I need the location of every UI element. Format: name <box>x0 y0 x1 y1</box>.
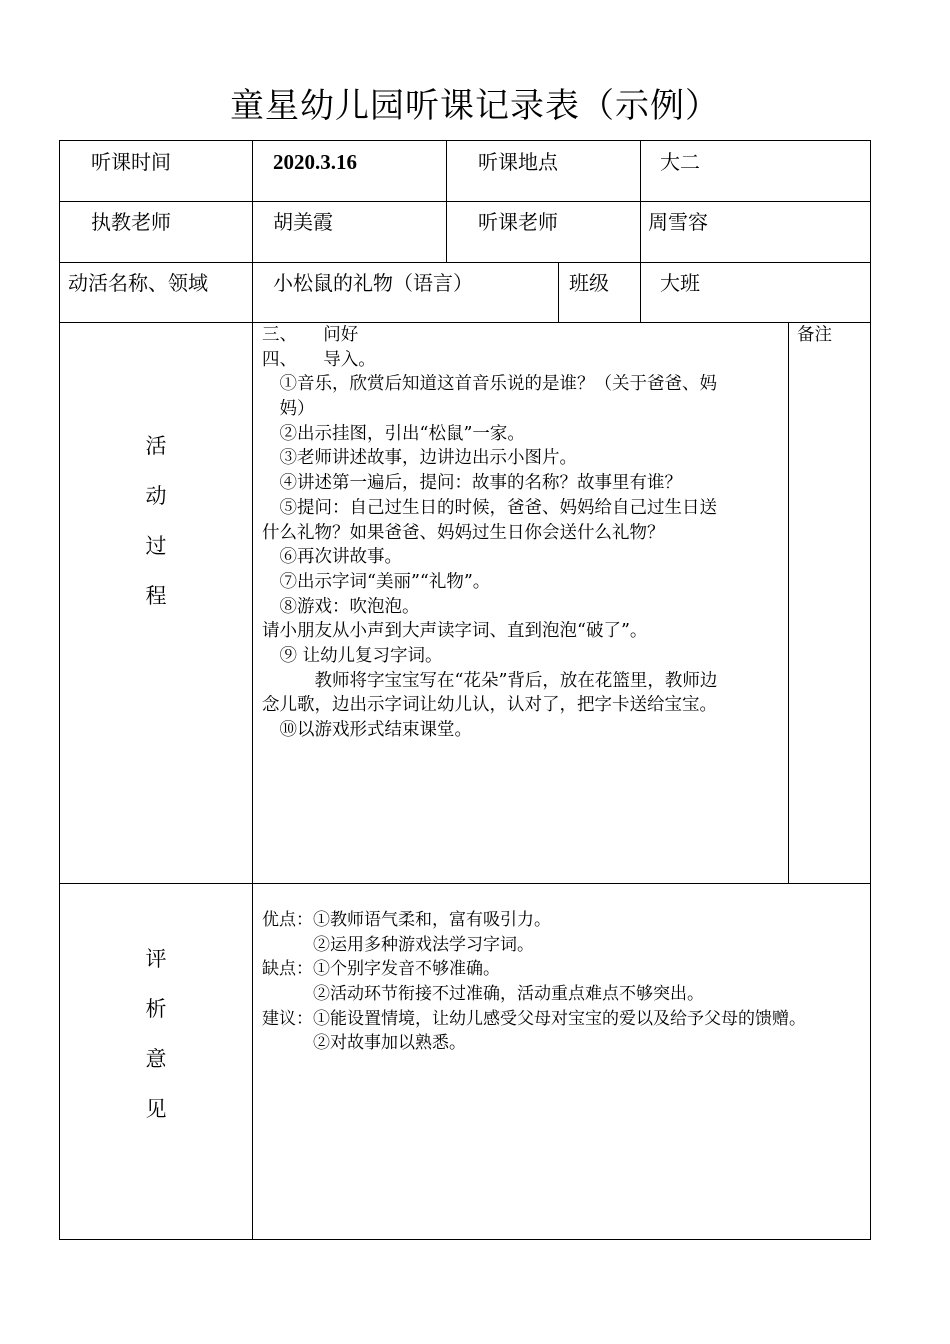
evaluation-label-char: 评 <box>145 947 167 971</box>
column-divider <box>640 140 641 322</box>
process-line: ⑧游戏：吹泡泡。 <box>262 596 420 617</box>
process-line: 念儿歌，边出示字词让幼儿认，认对了，把字卡送给宝宝。 <box>262 695 717 716</box>
process-line: 请小朋友从小声到大声读字词、直到泡泡“破了”。 <box>262 621 648 642</box>
process-line: ⑩以游戏形式结束课堂。 <box>262 720 472 740</box>
process-label-char: 活 <box>145 434 167 458</box>
column-divider <box>558 262 559 322</box>
activity-label: 动活名称、领域 <box>68 271 208 295</box>
teacher-value: 胡美霞 <box>273 210 333 234</box>
process-line: ⑦出示字词“美丽”“礼物”。 <box>262 571 491 592</box>
process-line: ⑥再次讲故事。 <box>262 547 402 568</box>
time-label: 听课时间 <box>91 150 171 174</box>
row-divider <box>59 883 871 884</box>
class-label: 班级 <box>569 271 609 295</box>
evaluation-line: 优点：①教师语气柔和，富有吸引力。 <box>262 910 551 930</box>
row-divider <box>59 262 871 263</box>
process-line: ⑤提问：自己过生日的时候，爸爸、妈妈给自己过生日送 <box>262 497 717 518</box>
process-line: 四、 导入。 <box>262 349 376 370</box>
process-line: 妈） <box>262 399 315 420</box>
teacher-label: 执教老师 <box>91 210 171 234</box>
process-label-char: 过 <box>145 534 167 558</box>
evaluation-label-char: 见 <box>145 1097 167 1121</box>
page-title: 童星幼儿园听课记录表（示例） <box>230 86 720 126</box>
column-divider <box>788 322 789 883</box>
evaluation-line: ②活动环节衔接不过准确，活动重点难点不够突出。 <box>262 984 704 1005</box>
remark-label: 备注 <box>797 325 832 345</box>
process-label-char: 程 <box>145 584 167 608</box>
process-line: ②出示挂图，引出“松鼠”一家。 <box>262 423 525 444</box>
evaluation-line: 建议：①能设置情境，让幼儿感受父母对宝宝的爱以及给予父母的馈赠。 <box>262 1008 806 1029</box>
process-label-char: 动 <box>145 484 167 508</box>
process-line: ⑨ 让幼儿复习字词。 <box>262 645 443 666</box>
process-line: 什么礼物？如果爸爸、妈妈过生日你会送什么礼物？ <box>262 522 665 543</box>
observer-label: 听课老师 <box>478 210 558 234</box>
evaluation-label <box>59 943 253 1143</box>
process-line: 三、 问好 <box>262 325 359 345</box>
evaluation-line: ②运用多种游戏法学习字词。 <box>262 934 534 955</box>
process-content <box>262 323 717 743</box>
time-value: 2020.3.16 <box>273 150 357 174</box>
evaluation-line: ②对故事加以熟悉。 <box>262 1033 466 1054</box>
activity-value: 小松鼠的礼物（语言） <box>273 271 473 295</box>
evaluation-label-char: 意 <box>145 1047 167 1071</box>
evaluation-label-char: 析 <box>145 997 167 1021</box>
place-value: 大二 <box>660 150 700 174</box>
process-line: 教师将字宝宝写在“花朵”背后，放在花篮里，教师边 <box>262 670 718 691</box>
process-line: ③老师讲述故事，边讲边出示小图片。 <box>262 448 577 469</box>
evaluation-content <box>262 908 806 1056</box>
observer-value: 周雪容 <box>648 210 708 234</box>
place-label: 听课地点 <box>478 150 558 174</box>
process-line: ①音乐，欣赏后知道这首音乐说的是谁？（关于爸爸、妈 <box>262 374 717 395</box>
row-divider <box>59 201 871 202</box>
class-value: 大班 <box>660 271 700 295</box>
process-label <box>59 430 253 630</box>
evaluation-line: 缺点：①个别字发音不够准确。 <box>262 959 500 980</box>
column-divider <box>446 140 447 262</box>
process-line: ④讲述第一遍后，提问：故事的名称？故事里有谁？ <box>262 473 682 494</box>
